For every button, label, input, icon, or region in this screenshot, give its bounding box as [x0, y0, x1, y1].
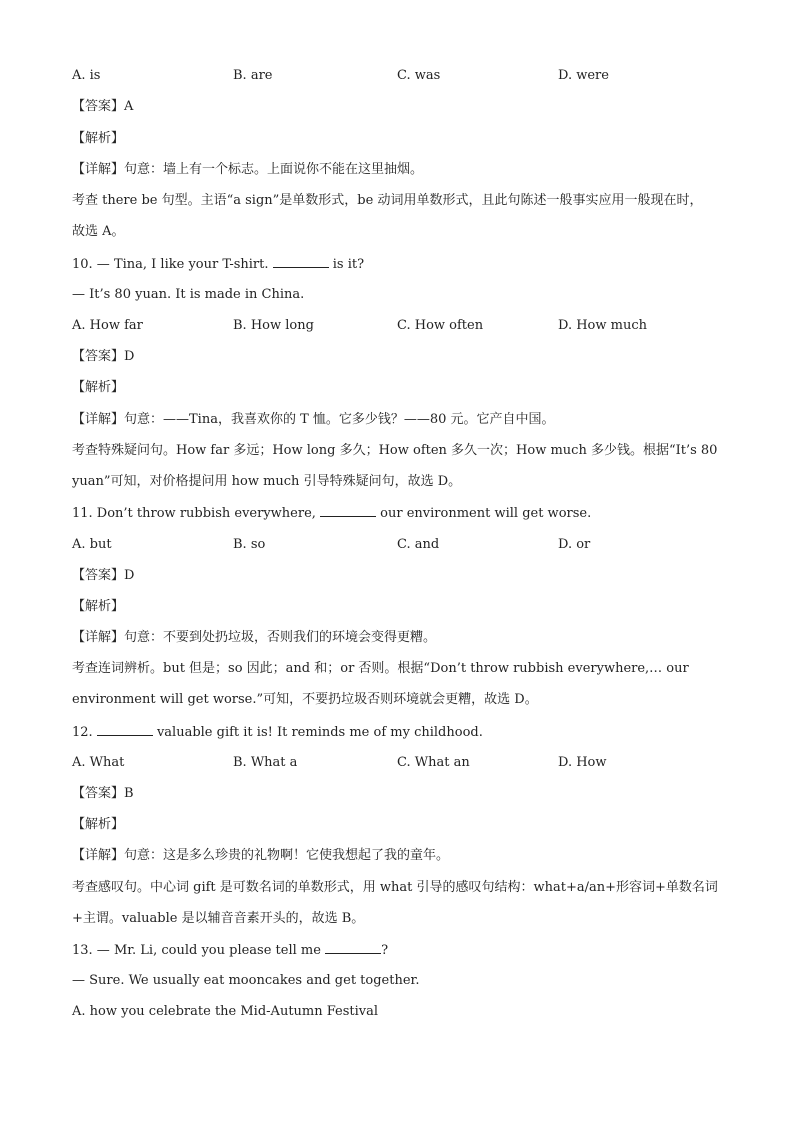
option-a: A. how you celebrate the Mid-Autumn Festival — [72, 1004, 379, 1019]
option-b: B. What a — [233, 755, 298, 770]
question-text-pre: 12. — [72, 725, 97, 740]
question-text-post: our environment will get worse. — [376, 506, 592, 521]
option-c: C. How often — [397, 318, 484, 333]
question-line: — Sure. We usually eat mooncakes and get together. — [72, 973, 420, 988]
option-d: D. were — [558, 68, 609, 83]
option-a: A. What — [72, 755, 125, 770]
option-c: C. What an — [397, 755, 470, 770]
answer-blank — [273, 256, 329, 268]
question-line: — It’s 80 yuan. It is made in China. — [72, 287, 305, 302]
detail-text: 【详解】句意：——Tina，我喜欢你的 T 恤。它多少钱？——80 元。它产自中国。 — [72, 412, 555, 427]
analysis-label: 【解析】 — [72, 380, 125, 395]
analysis-label: 【解析】 — [72, 131, 125, 146]
detail-text: 【详解】句意：这是多么珍贵的礼物啊！它使我想起了我的童年。 — [72, 848, 450, 863]
option-a: A. is — [72, 68, 101, 83]
answer-label: 【答案】A — [72, 99, 134, 114]
question-text-post: is it? — [328, 257, 365, 272]
answer-label: 【答案】B — [72, 786, 134, 801]
detail-text: 【详解】句意：不要到处扔垃圾，否则我们的环境会变得更糟。 — [72, 630, 437, 645]
explain-line: 考查连词辨析。but 但是；so 因此；and 和；or 否则。根据“Don’t throw rubbish everywhere,… our — [72, 661, 689, 676]
question-text-post: valuable gift it is! It reminds me of my childhood. — [152, 725, 483, 740]
option-a: A. How far — [72, 318, 143, 333]
option-d: D. or — [558, 537, 591, 552]
analysis-label: 【解析】 — [72, 817, 125, 832]
option-a: A. but — [72, 537, 112, 552]
answer-blank — [97, 724, 153, 736]
question-line — [72, 505, 591, 522]
explain-line: 考查感叹句。中心词 gift 是可数名词的单数形式，用 what 引导的感叹句结构：what+a/an+形容词+单数名词 — [72, 880, 718, 895]
option-d: D. How much — [558, 318, 648, 333]
explain-line: 考查特殊疑问句。How far 多远；How long 多久；How often 多久一次；How much 多少钱。根据“It’s 80 — [72, 443, 718, 458]
question-text-post: ? — [381, 943, 389, 958]
question-line — [72, 942, 388, 959]
option-c: C. and — [397, 537, 440, 552]
answer-blank — [325, 942, 381, 954]
detail-text: 【详解】句意：墙上有一个标志。上面说你不能在这里抽烟。 — [72, 162, 424, 177]
option-c: C. was — [397, 68, 441, 83]
option-d: D. How — [558, 755, 607, 770]
explain-line: +主谓。valuable 是以辅音音素开头的，故选 B。 — [72, 911, 365, 926]
question-text-pre: 10. — Tina, I like your T-shirt. — [72, 257, 273, 272]
question-line — [72, 724, 483, 741]
answer-label: 【答案】D — [72, 349, 135, 364]
answer-blank — [320, 505, 376, 517]
analysis-label: 【解析】 — [72, 599, 125, 614]
explain-line: 故选 A。 — [72, 224, 125, 239]
question-text-pre: 11. Don’t throw rubbish everywhere, — [72, 506, 321, 521]
question-line — [72, 256, 364, 273]
explain-line: environment will get worse.”可知，不要扔垃圾否则环境就会更糟，故选 D。 — [72, 692, 538, 707]
explain-line: 考查 there be 句型。主语“a sign”是单数形式，be 动词用单数形式，且此句陈述一般事实应用一般现在时， — [72, 193, 703, 208]
answer-label: 【答案】D — [72, 568, 135, 583]
explain-line: yuan”可知，对价格提问用 how much 引导特殊疑问句，故选 D。 — [72, 474, 462, 489]
question-text-pre: 13. — Mr. Li, could you please tell me — [72, 943, 326, 958]
option-b: B. so — [233, 537, 266, 552]
option-b: B. are — [233, 68, 273, 83]
option-b: B. How long — [233, 318, 314, 333]
